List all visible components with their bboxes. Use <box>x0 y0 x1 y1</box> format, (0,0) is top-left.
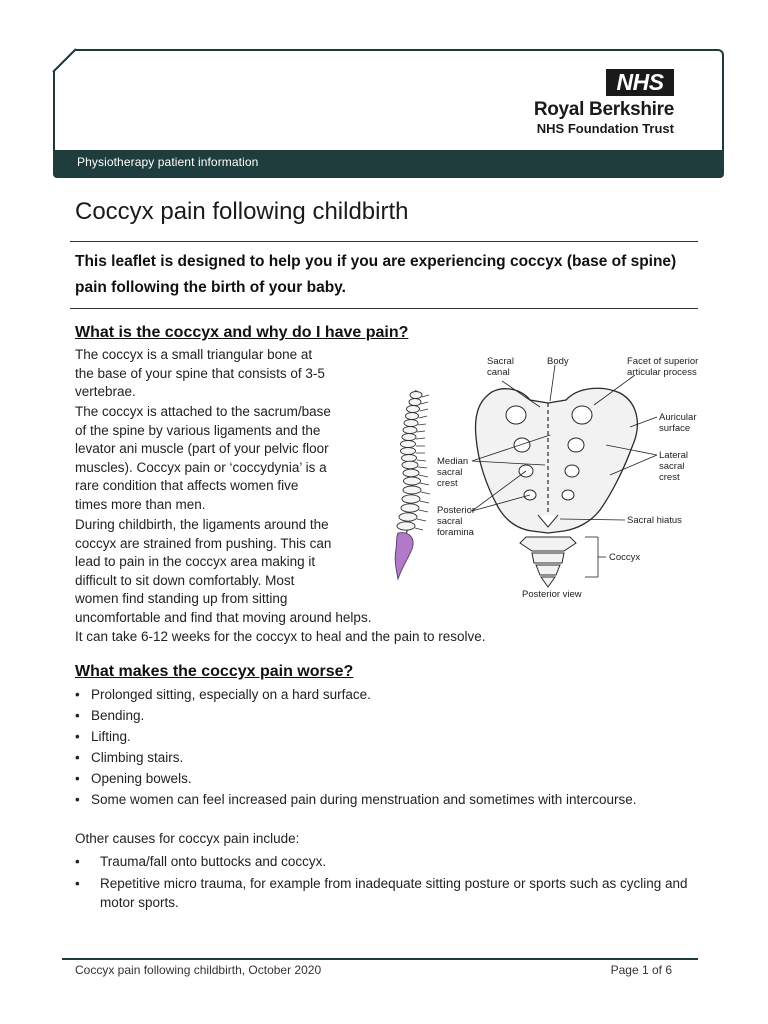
other-causes-intro: Other causes for coccyx pain include: <box>75 831 300 846</box>
section1-p2-line: levator ani muscle (part of your pelvic floor <box>75 441 329 456</box>
list-item: • Repetitive micro trauma, for example from inadequate sitting posture or sports such as cycling and motor sports. <box>75 874 695 912</box>
section1-paragraph-4: It can take 6-12 weeks for the coccyx to heal and the pain to resolve. <box>75 629 486 644</box>
list-item: • Prolonged sitting, especially on a hard surface. <box>75 686 675 704</box>
label-posterior-view: Posterior view <box>522 589 582 600</box>
section1-p2-line: muscles). Coccyx pain or ‘coccydynia’ is a <box>75 459 327 475</box>
intro-text: This leaflet is designed to help you if you are experiencing coccyx (base of spine) pain following the birth of your baby. <box>75 253 677 296</box>
label-body: Body <box>547 356 569 367</box>
coccyx-illustration <box>520 537 576 587</box>
section1-p2-line: rare condition that affects women five <box>75 478 299 493</box>
list-item: • Bending. <box>75 707 675 725</box>
label-sacral-hiatus: Sacral hiatus <box>627 515 682 526</box>
footer-rule <box>62 958 698 960</box>
trust-name-line2: NHS Foundation Trust <box>536 121 674 136</box>
section1-p2-line: of the spine by various ligaments and the <box>75 422 321 438</box>
list-item: • Opening bowels. <box>75 770 675 788</box>
list-item: • Some women can feel increased pain during menstruation and sometimes with intercourse. <box>75 791 655 809</box>
label-posterior-sacral-foramina: Posterior sacral foramina <box>437 505 476 538</box>
label-sacral-canal: Sacral canal <box>487 356 514 378</box>
section1-paragraph-3 <box>75 516 371 627</box>
label-median-sacral-crest: Median sacral crest <box>437 456 469 489</box>
section1-p2-line: The coccyx is attached to the sacrum/base <box>75 404 331 419</box>
section1-p1-line: the base of your spine that consists of 3-5 <box>75 365 325 381</box>
list-item: • Trauma/fall onto buttocks and coccyx. <box>75 852 695 871</box>
page-title: Coccyx pain following childbirth <box>75 198 409 225</box>
list-item: • Lifting. <box>75 728 675 746</box>
section1-p2-line: times more than men. <box>75 496 206 512</box>
section1-p3-line: uncomfortable and find that moving around helps. <box>75 609 372 625</box>
section1-p3-line: lead to pain in the coccyx area making it <box>75 554 316 569</box>
list-item: • Climbing stairs. <box>75 749 675 767</box>
aggravating-factors-list <box>75 686 675 812</box>
section1-p3-line: difficult to sit down comfortably. Most <box>75 572 295 588</box>
section1-p3-line: coccyx are strained from pushing. This can <box>75 535 332 551</box>
sacrum-illustration <box>476 388 638 533</box>
section1-p3-line: During childbirth, the ligaments around the <box>75 517 329 532</box>
section2-heading: What makes the coccyx pain worse? <box>75 663 354 680</box>
coccyx-anatomy-illustration <box>380 345 710 610</box>
section1-paragraph-2 <box>75 403 331 514</box>
spine-illustration <box>395 390 430 579</box>
section1-heading: What is the coccyx and why do I have pain? <box>75 324 409 341</box>
label-facet: Facet of superior articular process <box>627 356 699 378</box>
section1-paragraph-1 <box>75 346 325 402</box>
section1-p1-line: The coccyx is a small triangular bone at <box>75 347 313 362</box>
footer-page-number: Page 1 of 6 <box>610 963 672 977</box>
intro-rule <box>70 308 698 309</box>
trust-name <box>534 99 674 137</box>
label-lateral-sacral-crest: Lateral sacral crest <box>659 450 689 483</box>
section1-p1-line: vertebrae. <box>75 384 136 399</box>
label-auricular-surface: Auricular surface <box>659 412 697 434</box>
section1-p3-line: women find standing up from sitting <box>75 591 288 606</box>
nhs-logo: NHS <box>606 69 674 96</box>
header-band-text: Physiotherapy patient information <box>77 155 259 169</box>
trust-name-line1: Royal Berkshire <box>533 99 674 120</box>
label-coccyx: Coccyx <box>609 552 641 563</box>
other-causes-list <box>75 852 695 915</box>
header-corner <box>52 48 85 81</box>
footer-document-title: Coccyx pain following childbirth, October 2020 <box>75 963 322 977</box>
title-rule <box>70 241 698 242</box>
